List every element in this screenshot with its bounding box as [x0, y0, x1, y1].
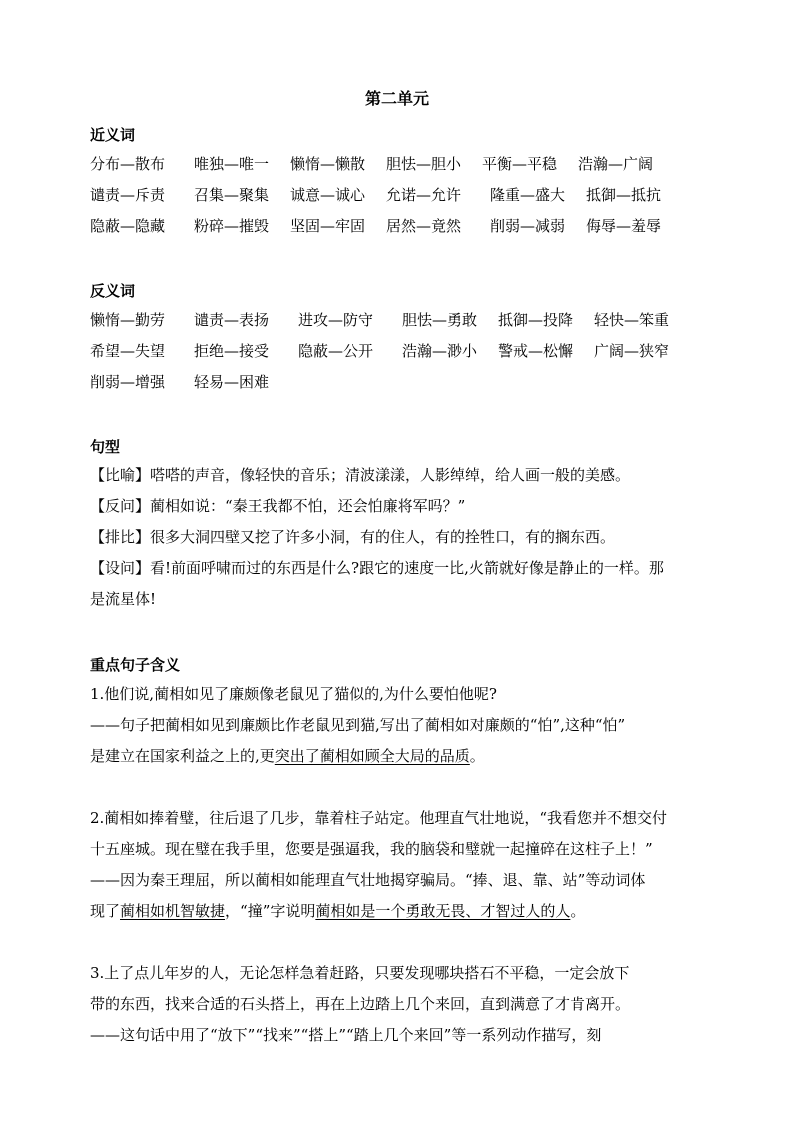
antonyms-heading: 反义词 — [90, 282, 136, 300]
sentence-pattern-item: 是流星体! — [90, 590, 157, 608]
answer-text: 。 — [570, 902, 586, 920]
sentence-pattern-item: 【设问】看!前面呼啸而过的东西是什么?跟它的速度一比,火箭就好像是静止的一样。那 — [90, 559, 664, 577]
key-sentence-question: 1.他们说,蔺相如见了廉颇像老鼠见了猫似的,为什么要怕他呢? — [90, 685, 497, 703]
key-sentence-answer — [90, 745, 485, 767]
word-pair: 希望—失望 — [90, 342, 166, 360]
key-sentence-question: 带的东西，找来合适的石头搭上，再在上边踏上几个来回，直到满意了才肯离开。 — [90, 995, 631, 1013]
word-pair: 分布—散布 — [90, 155, 166, 173]
word-pair: 谴责—斥责 — [90, 186, 166, 204]
answer-text: 现了 — [90, 902, 121, 920]
word-pair: 谴责—表扬 — [194, 311, 270, 329]
word-pair: 轻易—困难 — [194, 373, 270, 391]
word-pair: 警戒—松懈 — [498, 342, 574, 360]
key-sentence-answer: ——句子把蔺相如见到廉颇比作老鼠见到猫,写出了蔺相如对廉颇的“怕”,这种“怕” — [90, 716, 626, 734]
underlined-phrase: 突出了蔺相如顾全大局的品质 — [274, 747, 470, 765]
word-pair: 削弱—增强 — [90, 373, 166, 391]
word-pair: 拒绝—接受 — [194, 342, 270, 360]
sentence-pattern-item: 【排比】很多大洞四壁又挖了许多小洞，有的住人，有的拴牲口，有的搁东西。 — [90, 528, 616, 546]
word-pair: 侮辱—羞辱 — [586, 217, 662, 235]
word-pair: 抵御—投降 — [498, 311, 574, 329]
word-pair: 削弱—减弱 — [490, 217, 566, 235]
answer-text: 。 — [469, 747, 485, 765]
word-pair: 隆重—盛大 — [490, 186, 566, 204]
underlined-phrase: 蔺相如是一个勇敢无畏、才智过人的人 — [315, 902, 571, 920]
answer-text: ，“撞”字说明 — [225, 902, 316, 920]
key-sentence-answer — [90, 900, 585, 922]
word-pair: 懒惰—勤劳 — [90, 311, 166, 329]
word-pair: 居然—竟然 — [386, 217, 462, 235]
word-pair: 浩瀚—渺小 — [402, 342, 478, 360]
underlined-phrase: 蔺相如机智敏捷 — [120, 902, 226, 920]
word-pair: 懒惰—懒散 — [290, 155, 366, 173]
answer-text: 是建立在国家利益之上的,更 — [90, 747, 275, 765]
key-sentence-question: 3.上了点儿年岁的人，无论怎样急着赶路，只要发现哪块搭石不平稳，一定会放下 — [90, 964, 630, 982]
key-sentence-question: 十五座城。现在璧在我手里，您要是强逼我，我的脑袋和璧就一起撞碎在这柱子上！” — [90, 840, 653, 858]
key-sentence-question: 2.蔺相如捧着璧，往后退了几步，靠着柱子站定。他理直气壮地说，“我看您并不想交付 — [90, 809, 667, 827]
sentence-pattern-item: 【比喻】嗒嗒的声音，像轻快的音乐；清波漾漾，人影绰绰，给人画一般的美感。 — [90, 466, 631, 484]
sentence-pattern-item: 【反问】蔺相如说：“秦王我都不怕，还会怕廉将军吗？” — [90, 497, 466, 515]
key-sentence-answer: ——这句话中用了“放下”“找来”“搭上”“踏上几个来回”等一系列动作描写，刻 — [90, 1026, 602, 1044]
sentence-patterns-heading: 句型 — [90, 438, 121, 456]
word-pair: 广阔—狭窄 — [594, 342, 670, 360]
synonyms-heading: 近义词 — [90, 126, 136, 144]
word-pair: 隐蔽—隐藏 — [90, 217, 166, 235]
key-sentence-answer: ——因为秦王理屈，所以蔺相如能理直气壮地揭穿骗局。“捧、退、靠、站”等动词体 — [90, 871, 646, 889]
word-pair: 进攻—防守 — [298, 311, 374, 329]
word-pair: 唯独—唯一 — [194, 155, 270, 173]
word-pair: 胆怯—胆小 — [386, 155, 462, 173]
key-sentences-heading: 重点句子含义 — [90, 656, 181, 674]
word-pair: 平衡—平稳 — [482, 155, 558, 173]
word-pair: 隐蔽—公开 — [298, 342, 374, 360]
word-pair: 诚意—诚心 — [290, 186, 366, 204]
word-pair: 浩瀚—广阔 — [578, 155, 654, 173]
word-pair: 召集—聚集 — [194, 186, 270, 204]
page-title: 第二单元 — [364, 89, 429, 108]
word-pair: 坚固—牢固 — [290, 217, 366, 235]
word-pair: 抵御—抵抗 — [586, 186, 662, 204]
word-pair: 轻快—笨重 — [594, 311, 670, 329]
word-pair: 允诺—允许 — [386, 186, 462, 204]
word-pair: 粉碎—摧毁 — [194, 217, 270, 235]
word-pair: 胆怯—勇敢 — [402, 311, 478, 329]
